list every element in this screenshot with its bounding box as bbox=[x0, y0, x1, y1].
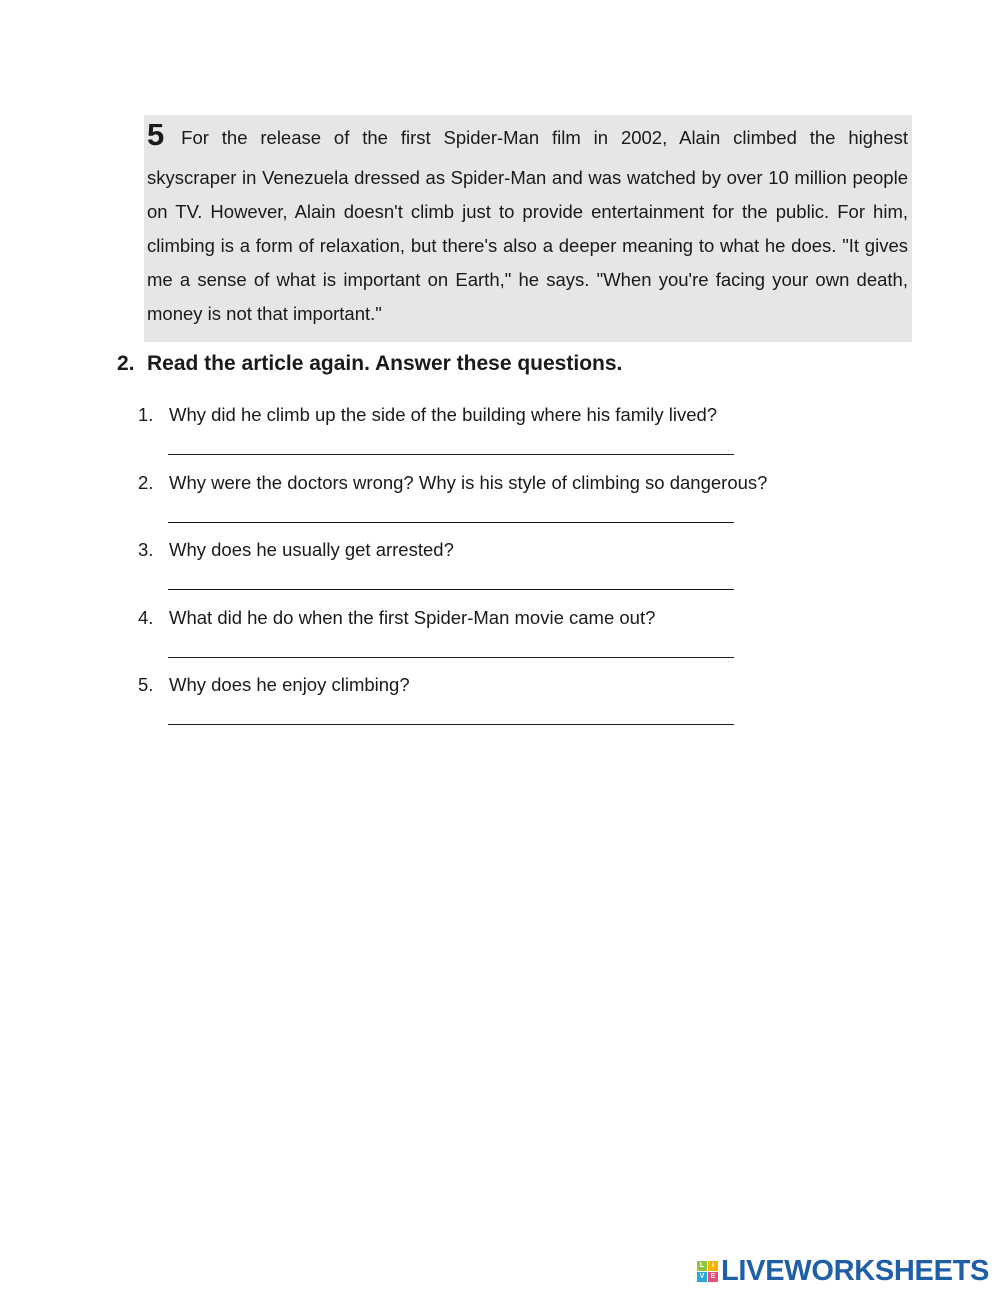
logo-square: I bbox=[708, 1261, 718, 1271]
passage-text bbox=[147, 115, 908, 331]
answer-line[interactable] bbox=[168, 454, 734, 455]
liveworksheets-logo bbox=[697, 1254, 989, 1288]
question-number: 3. bbox=[138, 539, 154, 560]
question-list bbox=[138, 404, 858, 742]
passage-body: skyscraper in Venezuela dressed as Spider-Man and was watched by over 10 million people on TV. However, Alain doesn't climb just to provide entertainment for the public. For him, climbing is a form of relaxation, but there's also a deeper meaning to what he does. "It gives me a sense of what is important on Earth," he says. "When you're facing your own death, money is not that important." bbox=[147, 167, 908, 324]
question-number: 4. bbox=[138, 606, 154, 628]
logo-square: V bbox=[697, 1272, 707, 1282]
question-item bbox=[138, 607, 858, 675]
logo-text: LIVEWORKSHEETS bbox=[721, 1254, 990, 1287]
question-text: Why did he climb up the side of the building where his family lived? bbox=[169, 404, 718, 425]
question-text: Why does he usually get arrested? bbox=[169, 539, 454, 560]
reading-passage bbox=[144, 115, 912, 342]
answer-line[interactable] bbox=[168, 522, 734, 523]
question-number: 2. bbox=[138, 471, 154, 493]
section-heading bbox=[117, 352, 622, 376]
answer-line[interactable] bbox=[168, 589, 734, 590]
question-item bbox=[138, 472, 858, 540]
question-text: Why does he enjoy climbing? bbox=[169, 674, 410, 695]
question-text: What did he do when the first Spider-Man movie came out? bbox=[169, 606, 656, 628]
answer-line[interactable] bbox=[168, 724, 734, 725]
logo-squares-icon bbox=[697, 1261, 718, 1282]
question-text: Why were the doctors wrong? Why is his style of climbing so dangerous? bbox=[169, 471, 768, 493]
paragraph-number: 5 bbox=[147, 117, 165, 152]
passage-first-line-text: For the release of the first Spider-Man film in 2002, Alain climbed the highest bbox=[181, 127, 908, 148]
question-number: 1. bbox=[138, 404, 154, 425]
logo-square: L bbox=[697, 1261, 707, 1271]
section-title: Read the article again. Answer these questions. bbox=[147, 352, 623, 375]
question-number: 5. bbox=[138, 674, 154, 695]
answer-line[interactable] bbox=[168, 657, 734, 658]
question-item bbox=[138, 674, 858, 742]
question-item bbox=[138, 539, 858, 607]
section-number: 2. bbox=[117, 352, 135, 375]
question-item bbox=[138, 404, 858, 472]
logo-square: E bbox=[708, 1272, 718, 1282]
passage-first-line bbox=[147, 115, 908, 161]
